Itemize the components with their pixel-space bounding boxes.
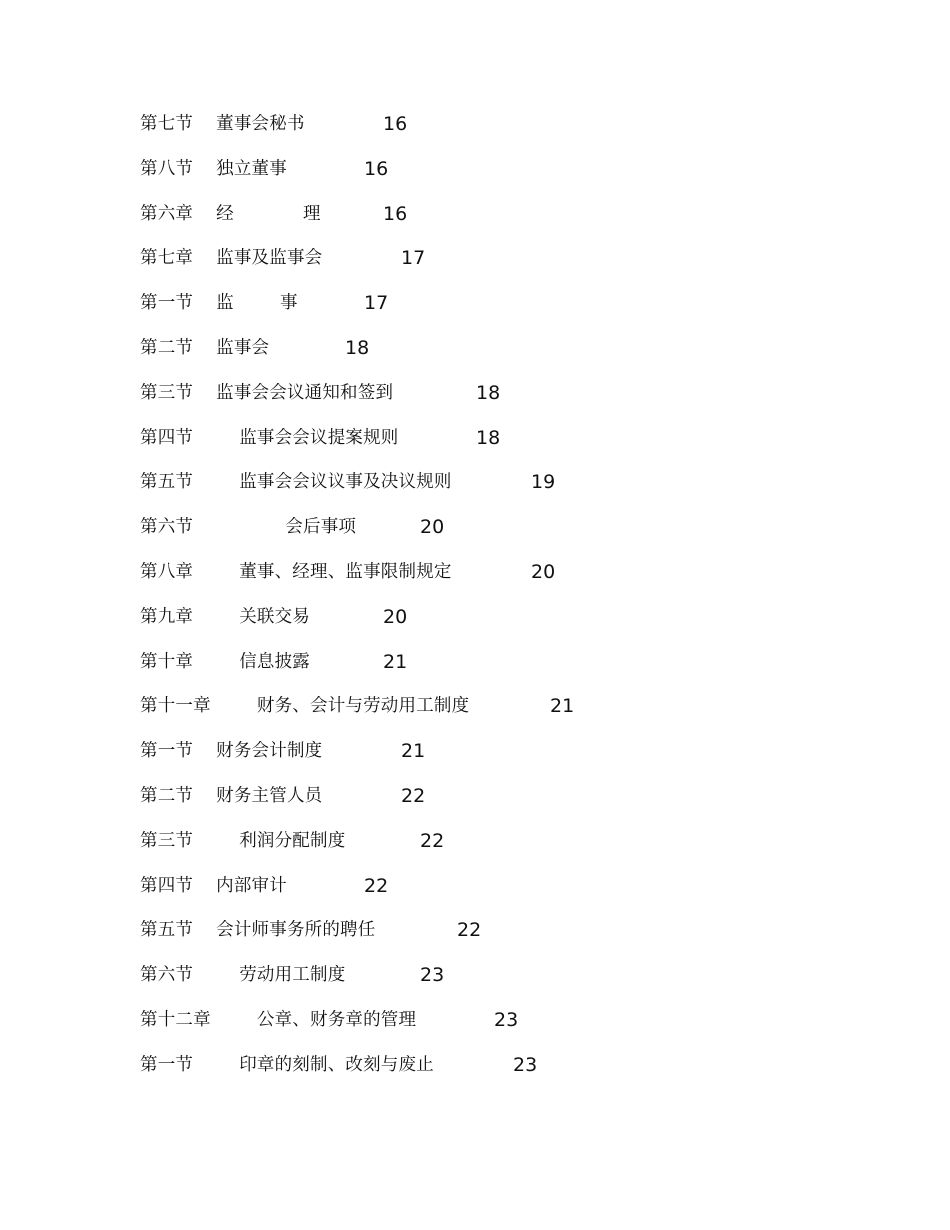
toc-entry [140, 505, 840, 550]
toc-entry [140, 460, 840, 505]
toc-entry [140, 371, 840, 416]
toc-entry-label: 第二节 监事会 [140, 337, 270, 358]
toc-entry-label: 第八节 独立董事 [140, 158, 287, 179]
toc-entry [140, 326, 840, 371]
toc-entry-label: 第一节 财务会计制度 [140, 741, 323, 762]
toc-entry-label: 第六节 会后事项 [140, 517, 357, 538]
toc-entry-label: 第三节 监事会会议通知和签到 [140, 382, 394, 403]
toc-entry-page: 16 [383, 113, 408, 135]
toc-entry-page: 23 [420, 964, 445, 987]
toc-entry-page: 16 [364, 157, 389, 180]
toc-entry-label: 第九章 关联交易 [140, 606, 311, 627]
toc-entry [140, 819, 840, 864]
toc-entry-page: 21 [550, 695, 575, 718]
toc-entry-label: 第六节 劳动用工制度 [140, 965, 346, 986]
toc-entry-page: 22 [420, 829, 445, 852]
toc-entry-page: 20 [531, 560, 556, 583]
toc-entry-page: 22 [457, 919, 482, 942]
toc-entry-page: 18 [476, 426, 501, 449]
toc-entry-label: 第八章 董事、经理、监事限制规定 [140, 561, 452, 582]
table-of-contents [140, 102, 840, 1088]
toc-entry-label: 第四节 内部审计 [140, 875, 287, 896]
toc-entry [140, 192, 840, 237]
toc-entry-page: 21 [401, 740, 426, 763]
toc-entry-label: 第一节 印章的刻制、改刻与废止 [140, 1054, 434, 1075]
toc-entry-label: 第一节 监 事 [140, 293, 298, 314]
toc-entry-page: 18 [476, 381, 501, 404]
toc-entry-page: 17 [364, 292, 389, 315]
toc-entry [140, 774, 840, 819]
toc-entry-label: 第六章 经 理 [140, 203, 321, 224]
toc-entry [140, 550, 840, 595]
toc-entry [140, 684, 840, 729]
toc-entry [140, 953, 840, 998]
toc-entry-page: 20 [420, 516, 445, 539]
toc-entry-page: 19 [531, 471, 556, 494]
toc-entry [140, 640, 840, 685]
toc-entry [140, 864, 840, 909]
toc-entry-label: 第十一章 财务、会计与劳动用工制度 [140, 696, 470, 717]
toc-entry-label: 第三节 利润分配制度 [140, 830, 346, 851]
toc-entry-label: 第七节 董事会秘书 [140, 114, 305, 134]
toc-entry-page: 20 [383, 605, 408, 628]
toc-entry [140, 998, 840, 1043]
toc-entry-label: 第十章 信息披露 [140, 651, 311, 672]
toc-entry-page: 23 [494, 1008, 519, 1031]
toc-entry [140, 147, 840, 192]
toc-entry [140, 102, 840, 147]
toc-entry [140, 1043, 840, 1088]
toc-entry-label: 第十二章 公章、财务章的管理 [140, 1009, 417, 1030]
toc-entry-page: 22 [364, 874, 389, 897]
toc-entry-page: 16 [383, 202, 408, 225]
toc-entry [140, 281, 840, 326]
toc-entry-page: 17 [401, 247, 426, 270]
toc-entry-label: 第五节 会计师事务所的聘任 [140, 920, 376, 941]
toc-entry-label: 第四节 监事会会议提案规则 [140, 427, 399, 448]
toc-entry [140, 908, 840, 953]
toc-entry [140, 595, 840, 640]
toc-entry [140, 236, 840, 281]
toc-entry [140, 729, 840, 774]
toc-entry-label: 第七章 监事及监事会 [140, 248, 323, 269]
toc-entry-label: 第二节 财务主管人员 [140, 785, 323, 806]
toc-entry-label: 第五节 监事会会议议事及决议规则 [140, 472, 452, 493]
toc-entry-page: 21 [383, 650, 408, 673]
toc-entry-page: 22 [401, 784, 426, 807]
toc-entry-page: 18 [345, 336, 370, 359]
toc-entry [140, 416, 840, 461]
toc-entry-page: 23 [513, 1053, 538, 1076]
